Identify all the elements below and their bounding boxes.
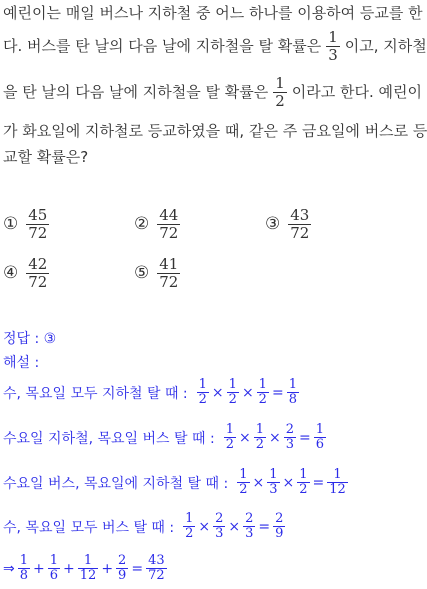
choice-4[interactable]: ④ $\frac{42}{72}$ [3,255,48,291]
solution-case-4: 수, 목요일 모두 버스 탈 때 : $\frac{1}{2}$ × $\frac{2}{3}$ × $\frac{2}{3}$ = $\frac{2}{9}$ [3,511,284,542]
problem-line-2 [3,29,427,63]
problem-line-3-text-a: 을 탄 날의 다음 날에 지하철을 탈 확률은 [3,82,269,101]
case-2-text: 수요일 지하철, 목요일 버스 탈 때 : [3,430,215,447]
choice-2[interactable]: ② $\frac{44}{72}$ [134,206,179,242]
choice-1[interactable]: ① $\frac{45}{72}$ [3,206,48,242]
probability-subway-to-subway: $\frac{1}{2}$ [275,74,285,110]
case-3-text: 수요일 버스, 목요일에 지하철 탈 때 : [3,475,229,492]
problem-line-1: 예린이는 매일 버스나 지하철 중 어느 하나를 이용하여 등교를 한 [3,4,423,22]
probability-bus-to-subway: $\frac{1}{3}$ [328,28,338,64]
case-1-text: 수, 목요일 모두 지하철 탈 때 : [3,385,188,402]
problem-line-2-text-a: 다. 버스를 탄 날의 다음 날에 지하철을 탈 확률은 [3,36,322,55]
case-4-text: 수, 목요일 모두 버스 탈 때 : [3,519,175,536]
choice-3[interactable]: ③ $\frac{43}{72}$ [265,206,310,242]
choice-5[interactable]: ⑤ $\frac{41}{72}$ [134,255,179,291]
solution-case-3: 수요일 버스, 목요일에 지하철 탈 때 : $\frac{1}{2}$ × $\frac{1}{3}$ × $\frac{1}{2}$ = $\frac{1}{12}$ [3,467,346,498]
problem-line-5: 교할 확률은? [3,148,89,166]
solution-case-2: 수요일 지하철, 목요일 버스 탈 때 : $\frac{1}{2}$ × $\frac{1}{2}$ × $\frac{2}{3}$ = $\frac{1}{6}$ [3,422,325,453]
answer-label: 정답 : ③ [3,331,57,347]
problem-line-3-text-b: 이라고 한다. 예린이 [291,82,422,101]
explanation-label: 해설 : [3,355,40,371]
problem-line-3 [3,75,422,109]
solution-case-1: 수, 목요일 모두 지하철 탈 때 : $\frac{1}{2}$ × $\frac{1}{2}$ × $\frac{1}{2}$ = $\frac{1}{8}$ [3,377,297,408]
solution-final-sum: ⇒ $\frac{1}{8}$ + $\frac{1}{6}$ + $\frac{1}{12}$ + $\frac{2}{9}$ = $\frac{43}{72}$ [3,553,165,584]
implies-arrow: ⇒ [3,560,15,577]
problem-line-4: 가 화요일에 지하철로 등교하였을 때, 같은 주 금요일에 버스로 등 [3,122,427,140]
problem-line-2-text-b: 이고, 지하철 [344,36,427,55]
